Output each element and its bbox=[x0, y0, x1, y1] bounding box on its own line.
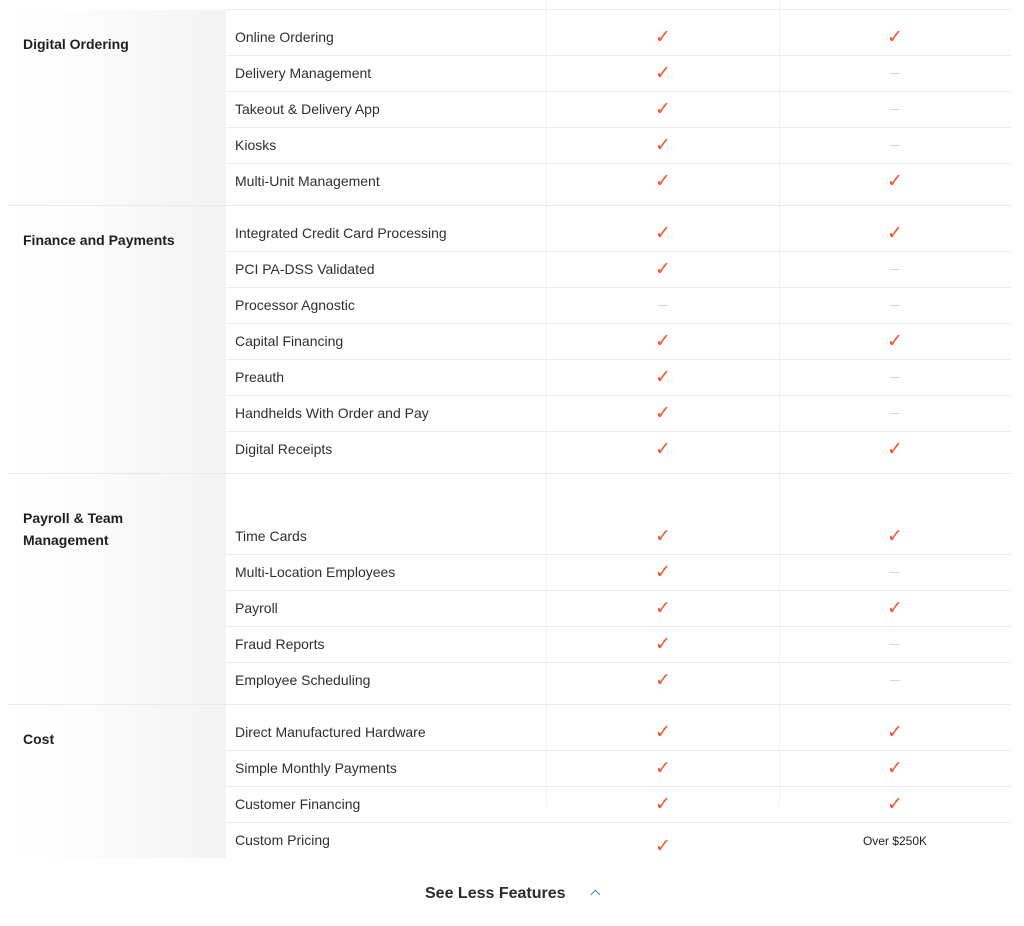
comparison-cell bbox=[779, 519, 1011, 554]
section-title: Finance and Payments bbox=[23, 232, 175, 248]
section-payroll-team-management bbox=[8, 474, 1011, 705]
see-less-features-label: See Less Features bbox=[425, 885, 566, 902]
feature-rows bbox=[226, 206, 1011, 473]
comparison-cell bbox=[547, 288, 779, 323]
feature-name: Takeout & Delivery App bbox=[235, 101, 380, 117]
table-row bbox=[226, 324, 1011, 360]
table-row bbox=[226, 164, 1011, 199]
checkmark-icon: ✓ bbox=[887, 223, 903, 244]
comparison-cell bbox=[779, 360, 1011, 395]
checkmark-icon: ✓ bbox=[655, 135, 671, 156]
checkmark-icon: ✓ bbox=[655, 367, 671, 388]
comparison-cell bbox=[779, 555, 1011, 590]
table-row bbox=[226, 751, 1011, 787]
comparison-cell bbox=[779, 20, 1011, 55]
comparison-cell bbox=[547, 20, 779, 55]
table-row bbox=[226, 56, 1011, 92]
comparison-cell bbox=[547, 360, 779, 395]
checkmark-icon: ✓ bbox=[887, 439, 903, 460]
feature-name: Preauth bbox=[235, 369, 285, 385]
checkmark-icon: ✓ bbox=[655, 403, 671, 424]
feature-rows bbox=[226, 10, 1011, 205]
comparison-cell bbox=[547, 164, 779, 199]
checkmark-icon: ✓ bbox=[887, 598, 903, 619]
comparison-cell bbox=[547, 396, 779, 431]
comparison-cell bbox=[779, 288, 1011, 323]
checkmark-icon: ✓ bbox=[655, 439, 671, 460]
section-title: Payroll & Team Management bbox=[23, 510, 124, 548]
checkmark-icon: ✓ bbox=[887, 722, 903, 743]
checkmark-icon: ✓ bbox=[655, 27, 671, 48]
comparison-cell bbox=[779, 715, 1011, 750]
feature-name: Custom Pricing bbox=[235, 832, 330, 848]
feature-name: Fraud Reports bbox=[235, 636, 325, 652]
section-finance-and-payments bbox=[8, 206, 1011, 474]
chevron-up-icon bbox=[591, 890, 601, 900]
feature-name: Digital Receipts bbox=[235, 441, 333, 457]
comparison-cell bbox=[547, 216, 779, 251]
comparison-cell bbox=[779, 432, 1011, 467]
section-label-panel bbox=[8, 474, 226, 704]
comparison-cell bbox=[779, 591, 1011, 626]
table-row bbox=[226, 555, 1011, 591]
dash-icon bbox=[890, 413, 900, 414]
comparison-cell bbox=[547, 92, 779, 127]
table-row bbox=[226, 396, 1011, 432]
section-digital-ordering bbox=[8, 10, 1011, 206]
table-row bbox=[226, 823, 1011, 858]
comparison-cell bbox=[547, 128, 779, 163]
checkmark-icon: ✓ bbox=[655, 99, 671, 120]
dash-icon bbox=[890, 572, 900, 573]
checkmark-icon: ✓ bbox=[655, 259, 671, 280]
checkmark-icon: ✓ bbox=[655, 331, 671, 352]
feature-name: Direct Manufactured Hardware bbox=[235, 724, 426, 740]
checkmark-icon: ✓ bbox=[655, 670, 671, 691]
comparison-cell bbox=[779, 324, 1011, 359]
section-label-panel bbox=[8, 705, 226, 858]
table-row bbox=[226, 252, 1011, 288]
comparison-cell bbox=[547, 519, 779, 554]
comparison-cell bbox=[779, 396, 1011, 431]
comparison-cell bbox=[779, 56, 1011, 91]
comparison-cell bbox=[547, 252, 779, 287]
feature-name: Handhelds With Order and Pay bbox=[235, 405, 429, 421]
comparison-cell bbox=[779, 751, 1011, 786]
feature-name: Simple Monthly Payments bbox=[235, 760, 397, 776]
checkmark-icon: ✓ bbox=[655, 794, 671, 815]
dash-icon bbox=[890, 377, 900, 378]
section-label-panel bbox=[8, 206, 226, 473]
comparison-cell bbox=[547, 432, 779, 467]
dash-icon bbox=[890, 305, 900, 306]
section-title: Cost bbox=[23, 731, 55, 747]
dash-icon bbox=[890, 145, 900, 146]
feature-name: Integrated Credit Card Processing bbox=[235, 225, 447, 241]
comparison-cell bbox=[547, 555, 779, 590]
table-row bbox=[226, 591, 1011, 627]
table-row bbox=[226, 20, 1011, 56]
comparison-cell bbox=[547, 787, 779, 822]
feature-name: PCI PA-DSS Validated bbox=[235, 261, 375, 277]
checkmark-icon: ✓ bbox=[887, 758, 903, 779]
cell-value: Over $250K bbox=[862, 834, 928, 848]
feature-comparison-table bbox=[8, 0, 1011, 858]
feature-name: Kiosks bbox=[235, 137, 277, 153]
feature-name: Processor Agnostic bbox=[235, 297, 355, 313]
table-row bbox=[226, 519, 1011, 555]
section-cost bbox=[8, 705, 1011, 858]
dash-icon bbox=[890, 680, 900, 681]
comparison-cell bbox=[779, 627, 1011, 662]
comparison-cell bbox=[779, 92, 1011, 127]
dash-icon bbox=[890, 109, 900, 110]
table-row bbox=[226, 715, 1011, 751]
table-row bbox=[226, 216, 1011, 252]
comparison-cell bbox=[547, 324, 779, 359]
checkmark-icon: ✓ bbox=[655, 722, 671, 743]
feature-rows bbox=[226, 705, 1011, 858]
checkmark-icon: ✓ bbox=[887, 331, 903, 352]
dash-icon bbox=[890, 644, 900, 645]
dash-icon bbox=[890, 73, 900, 74]
dash-icon bbox=[658, 305, 668, 306]
table-row bbox=[226, 663, 1011, 698]
checkmark-icon: ✓ bbox=[655, 836, 671, 857]
checkmark-icon: ✓ bbox=[655, 758, 671, 779]
feature-name: Multi-Unit Management bbox=[235, 173, 380, 189]
feature-name: Employee Scheduling bbox=[235, 672, 371, 688]
feature-name: Capital Financing bbox=[235, 333, 344, 349]
table-row bbox=[226, 787, 1011, 823]
checkmark-icon: ✓ bbox=[887, 526, 903, 547]
comparison-cell bbox=[779, 787, 1011, 822]
feature-name: Multi-Location Employees bbox=[235, 564, 396, 580]
checkmark-icon: ✓ bbox=[887, 27, 903, 48]
comparison-cell bbox=[779, 252, 1011, 287]
comparison-cell bbox=[547, 715, 779, 750]
feature-name: Customer Financing bbox=[235, 796, 361, 812]
comparison-cell bbox=[779, 216, 1011, 251]
comparison-cell bbox=[779, 823, 1011, 858]
comparison-cell bbox=[547, 591, 779, 626]
feature-name: Payroll bbox=[235, 600, 278, 616]
feature-name: Delivery Management bbox=[235, 65, 372, 81]
feature-name: Time Cards bbox=[235, 528, 307, 544]
table-row bbox=[226, 360, 1011, 396]
checkmark-icon: ✓ bbox=[655, 634, 671, 655]
checkmark-icon: ✓ bbox=[655, 171, 671, 192]
section-label-panel bbox=[8, 10, 226, 205]
comparison-cell bbox=[547, 751, 779, 786]
table-row bbox=[226, 432, 1011, 467]
see-less-features-button[interactable] bbox=[425, 885, 599, 903]
dash-icon bbox=[890, 269, 900, 270]
table-row bbox=[226, 627, 1011, 663]
checkmark-icon: ✓ bbox=[655, 526, 671, 547]
checkmark-icon: ✓ bbox=[655, 223, 671, 244]
comparison-cell bbox=[779, 164, 1011, 199]
comparison-cell bbox=[547, 823, 779, 858]
section-title: Digital Ordering bbox=[23, 36, 129, 52]
comparison-cell bbox=[547, 627, 779, 662]
table-row bbox=[226, 92, 1011, 128]
checkmark-icon: ✓ bbox=[655, 562, 671, 583]
comparison-cell bbox=[547, 663, 779, 698]
checkmark-icon: ✓ bbox=[655, 63, 671, 84]
comparison-cell bbox=[779, 128, 1011, 163]
checkmark-icon: ✓ bbox=[655, 598, 671, 619]
table-row bbox=[226, 288, 1011, 324]
table-row bbox=[226, 128, 1011, 164]
comparison-cell bbox=[547, 56, 779, 91]
feature-rows bbox=[226, 474, 1011, 704]
checkmark-icon: ✓ bbox=[887, 794, 903, 815]
table-footer bbox=[0, 885, 1024, 903]
checkmark-icon: ✓ bbox=[887, 171, 903, 192]
feature-name: Online Ordering bbox=[235, 29, 334, 45]
comparison-cell bbox=[779, 663, 1011, 698]
